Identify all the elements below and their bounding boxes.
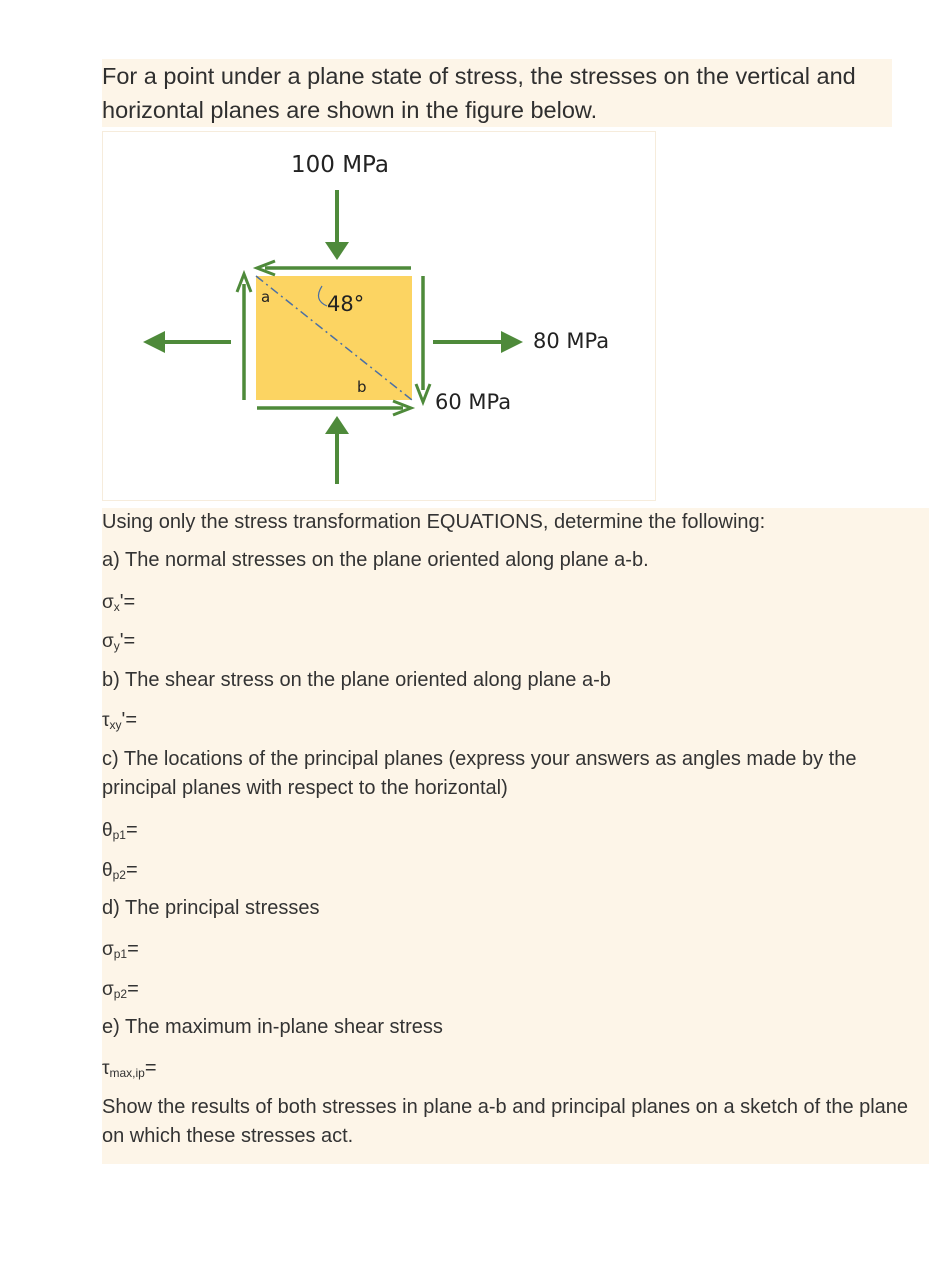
question-d: d) The principal stresses bbox=[102, 897, 320, 919]
label-angle: 48° bbox=[327, 292, 365, 316]
final-instruction: Show the results of both stresses in plane a-b and principal planes on a sketch of the plane on which these stresses act. bbox=[102, 1096, 909, 1147]
answer-theta-p2: $\theta_{p2}=$ bbox=[102, 859, 138, 882]
answer-theta-p1: $\theta_{p1}=$ bbox=[102, 819, 138, 842]
label-60mpa: 60 MPa bbox=[435, 390, 512, 414]
question-e: e) The maximum in-plane shear stress bbox=[102, 1016, 443, 1038]
answer-tau-max: $\tau_{max,ip}=$ bbox=[102, 1057, 157, 1080]
questions-panel bbox=[102, 508, 929, 1164]
label-80mpa: 80 MPa bbox=[533, 329, 610, 353]
left-arrow-head bbox=[143, 331, 165, 353]
question-c: c) The locations of the principal planes (express your answers as angles made by the principal planes with respect to the horizontal) bbox=[102, 748, 857, 799]
label-point-a: a bbox=[261, 288, 271, 306]
stress-diagram bbox=[103, 132, 655, 500]
problem-intro: For a point under a plane state of stress, the stresses on the vertical and horizontal planes are shown in the figure below. bbox=[102, 59, 892, 127]
answer-sigma-y: $\sigma_y'=$ bbox=[102, 630, 136, 653]
top-arrow-head bbox=[325, 242, 349, 260]
answer-sigma-p2: $\sigma_{p2}=$ bbox=[102, 978, 139, 1001]
right-arrow-head bbox=[501, 331, 523, 353]
answer-sigma-p1: $\sigma_{p1}=$ bbox=[102, 938, 139, 961]
stress-element-figure bbox=[102, 131, 656, 501]
instruction-text: Using only the stress transformation EQUATIONS, determine the following: bbox=[102, 511, 766, 533]
answer-tau-xy: $\tau_{xy}'=$ bbox=[102, 709, 138, 732]
label-point-b: b bbox=[357, 378, 367, 396]
answer-sigma-x: $\sigma_x'=$ bbox=[102, 591, 136, 614]
label-100mpa: 100 MPa bbox=[291, 152, 389, 178]
question-a: a) The normal stresses on the plane oriented along plane a-b. bbox=[102, 549, 649, 571]
bottom-arrow-head bbox=[325, 416, 349, 434]
question-b: b) The shear stress on the plane oriented along plane a-b bbox=[102, 669, 611, 691]
